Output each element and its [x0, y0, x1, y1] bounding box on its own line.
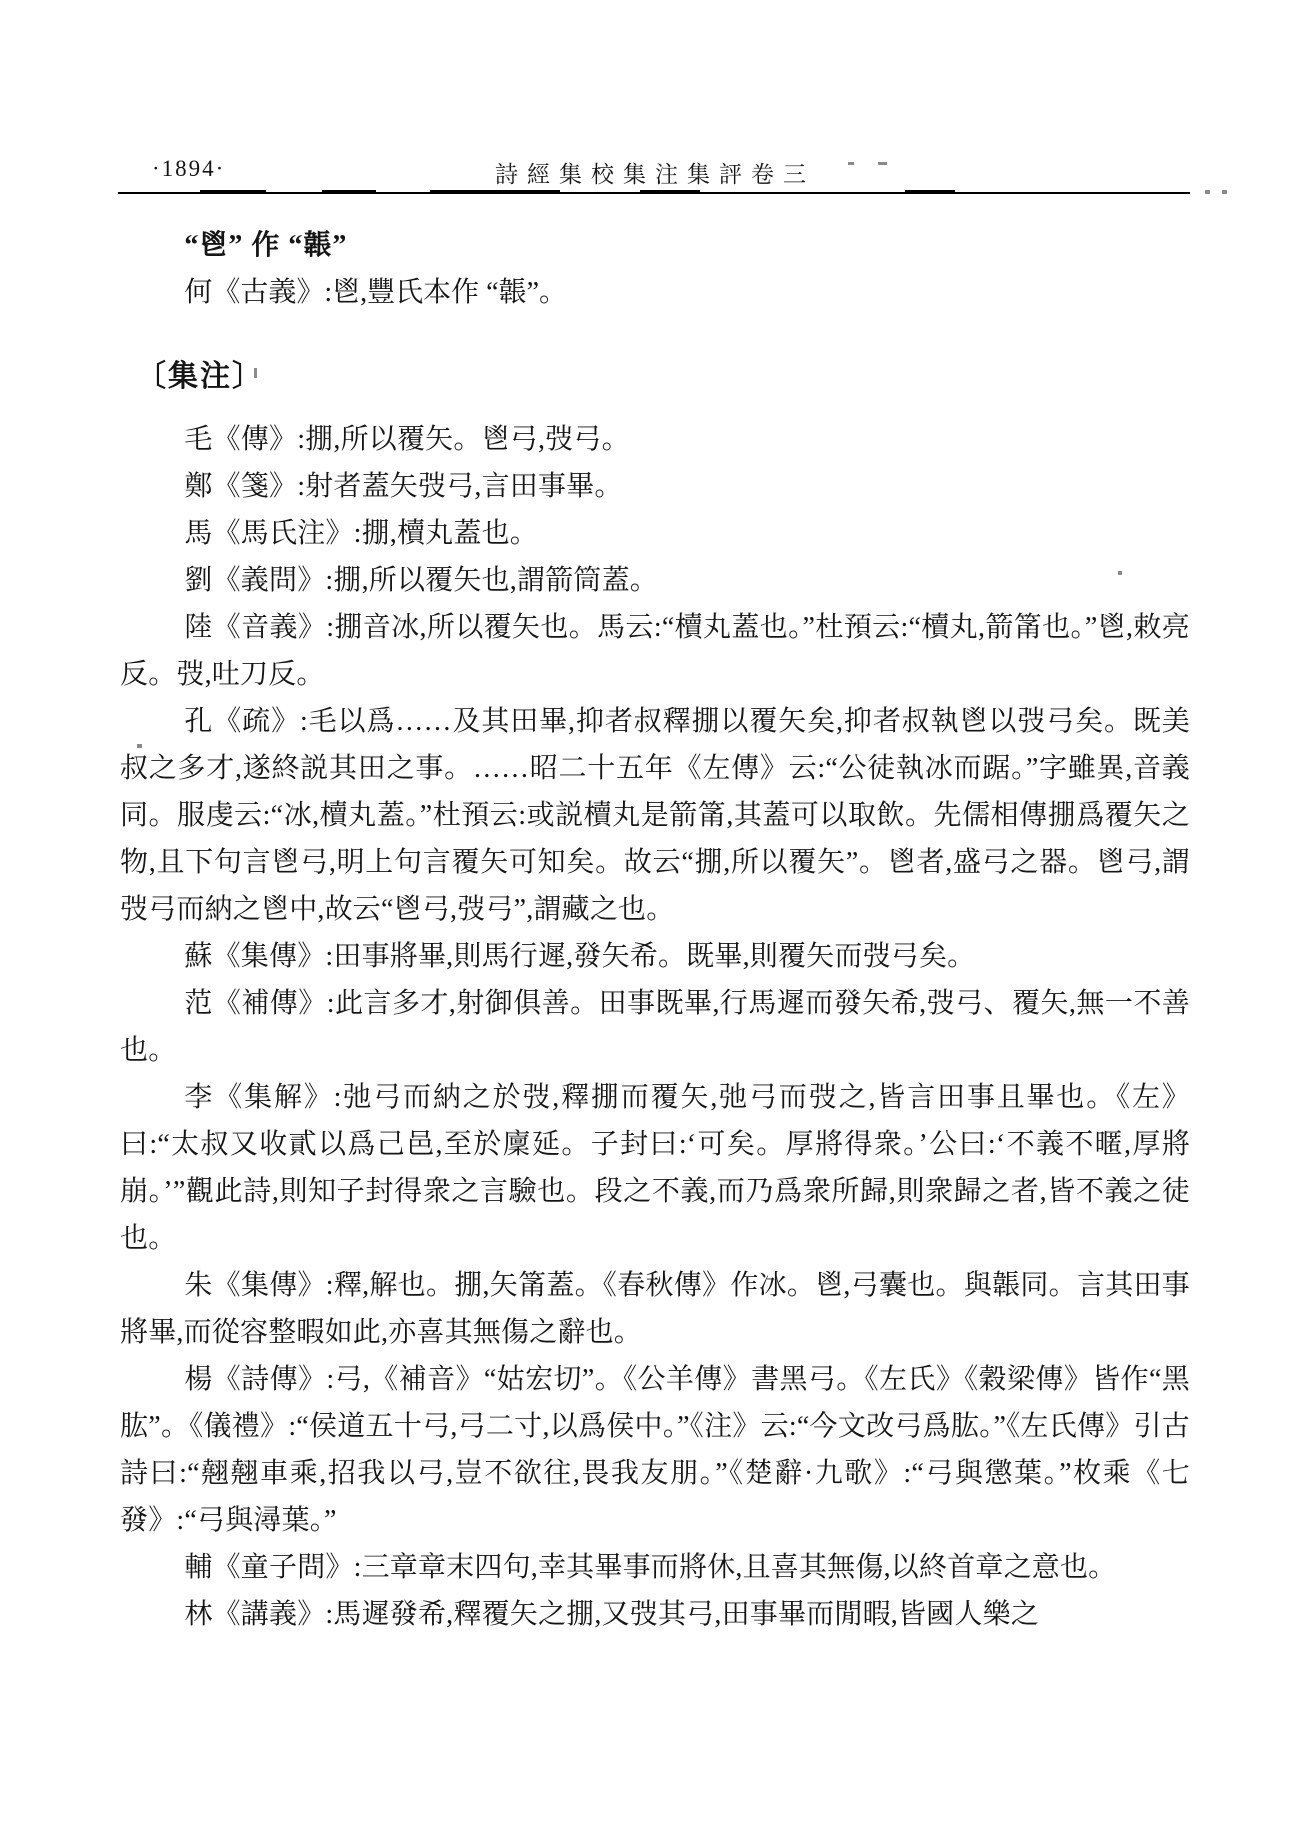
running-title: 詩經集校集注集評卷三 [495, 162, 815, 187]
commentary-entry-lu: 陸《音義》:掤音冰,所以覆矢也。馬云:“櫝丸蓋也。”杜預云:“櫝丸,箭筩也。”鬯,敕亮反。弢,吐刀反。 [120, 612, 1190, 690]
header-rule-segment [640, 190, 700, 194]
commentary-entry-li: 李《集解》:弛弓而納之於弢,釋掤而覆矢,弛弓而弢之,皆言田事且畢也。《左》曰:“太叔又收貳以爲己邑,至於廩延。子封曰:‘可矣。厚將得衆。’公曰:‘不義不暱,厚將崩。’”觀此詩,則知子封得衆之言驗也。段之不義,而乃爲衆所歸,則衆歸之者,皆不義之徒也。 [120, 1082, 1190, 1254]
scan-artifact [1222, 190, 1227, 194]
commentary-entry-zhu: 朱《集傳》:釋,解也。掤,矢筩蓋。《春秋傳》作冰。鬯,弓囊也。與韔同。言其田事將畢,而從容整暇如此,亦喜其無傷之辭也。 [120, 1270, 1190, 1348]
header-rule-segment [430, 190, 560, 194]
scan-artifact [878, 162, 887, 165]
jizhu-section-heading: 〔集注〕 [136, 360, 264, 393]
header-rule-segment [905, 190, 955, 194]
commentary-entry-lin: 林《講義》:馬遲發希,釋覆矢之掤,又弢其弓,田事畢而閒暇,皆國人樂之 [184, 1599, 1039, 1630]
variant-note-line: 何《古義》:鬯,豐氏本作 “韔”。 [184, 277, 568, 308]
commentary-entry-su: 蘇《集傳》:田事將畢,則馬行遲,發矢希。既畢,則覆矢而弢弓矣。 [184, 941, 976, 972]
scan-artifact [1205, 190, 1210, 194]
commentary-entry-fan: 范《補傳》:此言多才,射御俱善。田事既畢,行馬遲而發矢希,弢弓、覆矢,無一不善也。 [120, 988, 1190, 1066]
page-body [120, 222, 1190, 1638]
jizhu-entries [120, 416, 1190, 1638]
header-rule-segment [200, 190, 266, 194]
page-header [120, 156, 1190, 186]
commentary-entry-mao: 毛《傳》:掤,所以覆矢。鬯弓,弢弓。 [184, 424, 630, 455]
scan-artifact [848, 162, 854, 165]
commentary-entry-liu: 劉《義問》:掤,所以覆矢也,謂箭筒蓋。 [184, 565, 658, 596]
page-number: ·1894· [152, 156, 226, 181]
commentary-entry-fu: 輔《童子問》:三章章末四句,幸其畢事而將休,且喜其無傷,以終首章之意也。 [184, 1552, 1117, 1583]
variant-heading: “鬯” 作 “韔” [184, 230, 348, 261]
header-rule-segment [322, 190, 376, 194]
commentary-entry-kong: 孔《疏》:毛以爲……及其田畢,抑者叔釋掤以覆矢矣,抑者叔執鬯以弢弓矣。既美叔之多才,遂終説其田之事。……昭二十五年《左傳》云:“公徒執冰而踞。”字雖異,音義同。服虔云:“冰,櫝丸蓋。”杜預云:或説櫝丸是箭筩,其蓋可以取飲。先儒相傳掤爲覆矢之物,且下句言鬯弓,明上句言覆矢可知矣。故云“掤,所以覆矢”。鬯者,盛弓之器。鬯弓,謂弢弓而納之鬯中,故云“鬯弓,弢弓”,謂藏之也。 [120, 706, 1190, 925]
commentary-entry-ma: 馬《馬氏注》:掤,櫝丸蓋也。 [184, 518, 538, 549]
commentary-entry-zheng: 鄭《箋》:射者蓋矢弢弓,言田事畢。 [184, 471, 623, 502]
commentary-entry-yang: 楊《詩傳》:弓,《補音》“姑宏切”。《公羊傳》書黑弓。《左氏》《穀梁傳》皆作“黑肱”。《儀禮》:“侯道五十弓,弓二寸,以爲侯中。”《注》云:“今文改弓爲肱。”《左氏傳》引古詩曰:“翹翹車乘,招我以弓,豈不欲往,畏我友朋。”《楚辭·九歌》:“弓與懲葉。”枚乘《七發》:“弓與潯葉。” [120, 1364, 1190, 1536]
